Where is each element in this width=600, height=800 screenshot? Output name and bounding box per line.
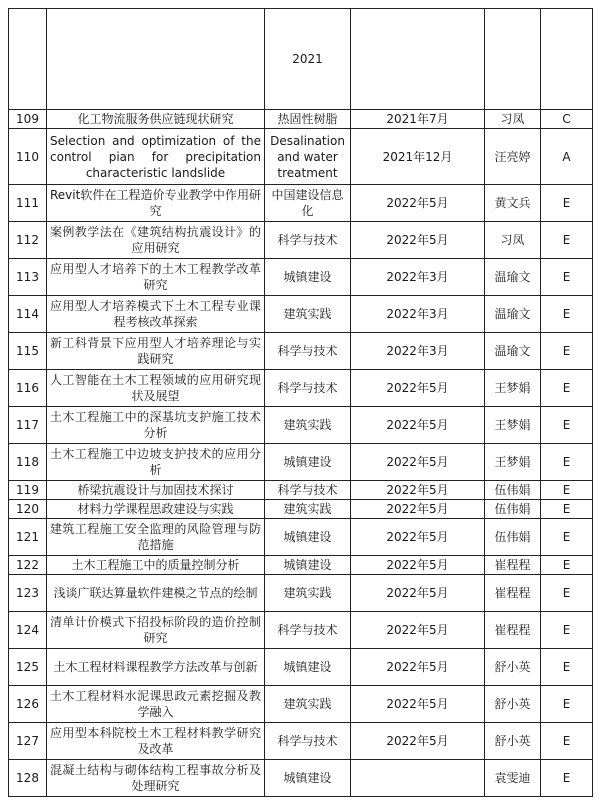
table-row [9,575,593,612]
cell-author: 舒小英 [485,649,541,686]
cell-title: 应用型本科院校土木工程材料教学研究及改革 [47,723,265,760]
cell-date: 2022年5月 [351,612,485,649]
cell-grade: E [541,407,593,444]
cell-empty [9,9,47,110]
cell-author: 习凤 [485,222,541,259]
cell-title: 混凝土结构与砌体结构工程事故分析及处理研究 [47,760,265,797]
cell-title: Selection and optimization of the control pian for precipitation characteristic landslide [47,129,265,185]
table-row [9,444,593,481]
table-row [9,333,593,370]
cell-date: 2022年5月 [351,500,485,519]
cell-grade: A [541,129,593,185]
cell-date: 2022年5月 [351,575,485,612]
table-row [9,760,593,797]
cell-journal: 科学与技术 [265,370,351,407]
cell-author: 王梦娟 [485,370,541,407]
cell-grade: E [541,649,593,686]
cell-author: 崔程程 [485,575,541,612]
cell-author: 温瑜文 [485,259,541,296]
cell-date: 2022年3月 [351,259,485,296]
cell-journal: 热固性树脂 [265,110,351,129]
table-row [9,686,593,723]
cell-grade: E [541,686,593,723]
cell-journal: 建筑实践 [265,575,351,612]
cell-number: 121 [9,519,47,556]
cell-journal: 建筑实践 [265,407,351,444]
cell-grade: E [541,370,593,407]
cell-number: 115 [9,333,47,370]
cell-title: 清单计价模式下招投标阶段的造价控制研究 [47,612,265,649]
cell-journal: 建筑实践 [265,686,351,723]
cell-number: 128 [9,760,47,797]
cell-empty [351,9,485,110]
cell-author: 舒小英 [485,686,541,723]
table-row [9,129,593,185]
cell-title: 土木工程施工中的质量控制分析 [47,556,265,575]
cell-title: 土木工程材料水泥课思政元素挖掘及教学融入 [47,686,265,723]
cell-date: 2022年5月 [351,723,485,760]
cell-number: 127 [9,723,47,760]
cell-author: 崔程程 [485,612,541,649]
cell-date: 2022年5月 [351,686,485,723]
cell-empty [485,9,541,110]
cell-title: 土木工程施工中边坡支护技术的应用分析 [47,444,265,481]
cell-title: 案例教学法在《建筑结构抗震设计》的应用研究 [47,222,265,259]
cell-date: 2022年5月 [351,481,485,500]
cell-author: 温瑜文 [485,296,541,333]
cell-number: 120 [9,500,47,519]
papers-table [8,8,593,797]
cell-grade: E [541,575,593,612]
cell-journal: 中国建设信息化 [265,185,351,222]
cell-grade: E [541,444,593,481]
cell-grade: E [541,333,593,370]
cell-grade: E [541,612,593,649]
cell-date: 2022年3月 [351,296,485,333]
cell-number: 112 [9,222,47,259]
table-row [9,296,593,333]
cell-grade: E [541,259,593,296]
cell-date: 2022年5月 [351,370,485,407]
cell-journal: 科学与技术 [265,481,351,500]
cell-grade: E [541,723,593,760]
cell-date: 2022年5月 [351,222,485,259]
cell-title: 桥梁抗震设计与加固技术探讨 [47,481,265,500]
cell-date: 2022年5月 [351,519,485,556]
cell-journal: 城镇建设 [265,760,351,797]
cell-journal: 城镇建设 [265,649,351,686]
cell-number: 116 [9,370,47,407]
table-row [9,259,593,296]
cell-author: 汪亮婷 [485,129,541,185]
cell-year-fragment: 2021 [265,9,351,110]
cell-grade: E [541,500,593,519]
cell-number: 117 [9,407,47,444]
cell-title: 人工智能在土木工程领域的应用研究现状及展望 [47,370,265,407]
cell-author: 伍伟娟 [485,481,541,500]
table-top-fragment-row [9,9,593,110]
table-row [9,723,593,760]
cell-grade: E [541,760,593,797]
cell-number: 118 [9,444,47,481]
table-row [9,185,593,222]
cell-grade: E [541,185,593,222]
cell-grade: E [541,222,593,259]
cell-date: 2022年5月 [351,556,485,575]
cell-date: 2022年3月 [351,333,485,370]
cell-author: 温瑜文 [485,333,541,370]
cell-title: 材料力学课程思政建设与实践 [47,500,265,519]
cell-number: 126 [9,686,47,723]
cell-journal: 城镇建设 [265,259,351,296]
cell-number: 119 [9,481,47,500]
cell-author: 黄文兵 [485,185,541,222]
cell-date [351,760,485,797]
cell-date: 2022年5月 [351,407,485,444]
table-row [9,556,593,575]
table-row [9,612,593,649]
table-row [9,519,593,556]
cell-number: 113 [9,259,47,296]
cell-number: 110 [9,129,47,185]
cell-journal: 科学与技术 [265,333,351,370]
cell-journal: 建筑实践 [265,500,351,519]
table-row [9,222,593,259]
cell-journal: Desalination and water treatment [265,129,351,185]
cell-journal: 城镇建设 [265,556,351,575]
table-row [9,500,593,519]
cell-number: 111 [9,185,47,222]
cell-empty [541,9,593,110]
cell-author: 习凤 [485,110,541,129]
cell-author: 舒小英 [485,723,541,760]
papers-table-body [9,9,593,797]
cell-number: 114 [9,296,47,333]
table-row [9,649,593,686]
cell-number: 124 [9,612,47,649]
cell-empty [47,9,265,110]
cell-date: 2022年5月 [351,185,485,222]
cell-date: 2021年7月 [351,110,485,129]
cell-author: 崔程程 [485,556,541,575]
cell-journal: 科学与技术 [265,222,351,259]
cell-date: 2021年12月 [351,129,485,185]
cell-author: 伍伟娟 [485,519,541,556]
cell-title: 土木工程材料课程教学方法改革与创新 [47,649,265,686]
cell-journal: 科学与技术 [265,612,351,649]
cell-title: 化工物流服务供应链现状研究 [47,110,265,129]
table-row [9,110,593,129]
cell-number: 109 [9,110,47,129]
cell-author: 伍伟娟 [485,500,541,519]
cell-author: 王梦娟 [485,444,541,481]
cell-title: Revit软件在工程造价专业教学中作用研究 [47,185,265,222]
cell-journal: 城镇建设 [265,519,351,556]
cell-journal: 科学与技术 [265,723,351,760]
cell-date: 2022年5月 [351,649,485,686]
cell-journal: 城镇建设 [265,444,351,481]
cell-grade: C [541,110,593,129]
cell-author: 王梦娟 [485,407,541,444]
table-row [9,407,593,444]
table-row [9,370,593,407]
cell-date: 2022年5月 [351,444,485,481]
cell-title: 土木工程施工中的深基坑支护施工技术分析 [47,407,265,444]
cell-journal: 建筑实践 [265,296,351,333]
cell-title: 应用型人才培养下的土木工程教学改革研究 [47,259,265,296]
cell-title: 应用型人才培养模式下土木工程专业课程考核改革探索 [47,296,265,333]
cell-grade: E [541,481,593,500]
cell-author: 袁雯迪 [485,760,541,797]
cell-grade: E [541,296,593,333]
cell-grade: E [541,556,593,575]
cell-number: 123 [9,575,47,612]
cell-title: 新工科背景下应用型人才培养理论与实践研究 [47,333,265,370]
cell-number: 122 [9,556,47,575]
cell-title: 建筑工程施工安全监理的风险管理与防范措施 [47,519,265,556]
cell-grade: E [541,519,593,556]
cell-number: 125 [9,649,47,686]
table-row [9,481,593,500]
cell-title: 浅谈广联达算量软件建模之节点的绘制 [47,575,265,612]
